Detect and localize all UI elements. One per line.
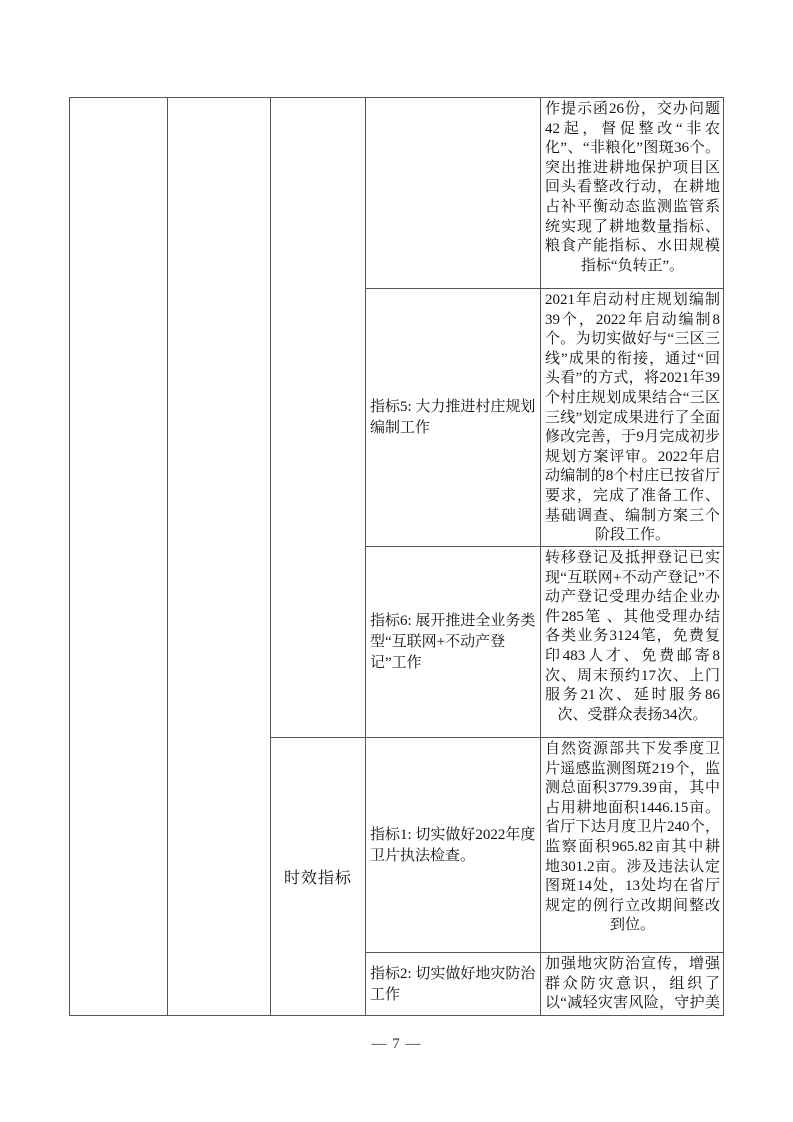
empty-merged-cell-col1 xyxy=(70,98,168,1016)
empty-merged-cell-col3-top xyxy=(271,98,366,738)
performance-indicator-table xyxy=(69,97,724,1016)
indicator-cell-5 xyxy=(366,289,541,547)
indicator-2-label: 指标2: 切实做好地灾防治工作 xyxy=(370,965,536,1003)
indicator-cell-6 xyxy=(366,547,541,738)
result-text-6: 转移登记及抵押登记已实现“互联网+不动产登记”不动产登记受理办结企业办件285笔 、其他受理办结各类业务3124笔，免费复印483人才、免费邮寄8次、周末预约17次、上门服务21次、延时服务86次、受群众表扬34次。 xyxy=(545,550,720,723)
result-cell-2 xyxy=(541,953,724,1016)
indicator-1-label: 指标1: 切实做好2022年度卫片执法检查。 xyxy=(370,826,536,864)
result-cell-6 xyxy=(541,547,724,738)
result-cell-continued xyxy=(541,98,724,289)
indicator-6-label: 指标6: 展开推进全业务类型“互联网+不动产登记”工作 xyxy=(370,613,536,671)
indicator-cell-2 xyxy=(366,953,541,1016)
empty-merged-cell-col2 xyxy=(168,98,271,1016)
result-text-2: 加强地灾防治宣传，增强群众防灾意识，组织了以“减轻灾害风险，守护美 xyxy=(545,956,720,1012)
indicator-cell-empty xyxy=(366,98,541,289)
section-cell-timeliness xyxy=(271,738,366,1016)
indicator-5-label: 指标5: 大力推进村庄规划编制工作 xyxy=(370,399,536,436)
result-text-5: 2021年启动村庄规划编制39个，2022年启动编制8个。为切实做好与“三区三线”成果的衔接，通过“回头看”的方式，将2021年39个村庄规划成果结合“三区三线”划定成果进行了全面修改完善，于9月完成初步规划方案评审。2022年启动编制的8个村庄已按省厅要求，完成了准备工作、基础调查、编制方案三个阶段工作。 xyxy=(545,292,720,544)
result-text-continued: 作提示函26份，交办问题42起，督促整改“非农化”、“非粮化”图斑36个。突出推进耕地保护项目区回头看整改行动，在耕地占补平衡动态监测监管系统实现了耕地数量指标、粮食产能指标、水田规模指标“负转正”。 xyxy=(545,101,720,274)
result-cell-1 xyxy=(541,738,724,953)
indicator-cell-1 xyxy=(366,738,541,953)
result-cell-5 xyxy=(541,289,724,547)
section-label-timeliness: 时效指标 xyxy=(283,870,352,887)
result-text-1: 自然资源部共下发季度卫片遥感监测图斑219个，监测总面积3779.39亩，其中占用耕地面积1446.15亩。省厅下达月度卫片240个，监察面积965.82亩其中耕地301.2亩。涉及违法认定图斑14处，13处均在省厅规定的例行立改期间整改到位。 xyxy=(545,741,720,934)
page-number: — 7 — xyxy=(371,1036,422,1052)
